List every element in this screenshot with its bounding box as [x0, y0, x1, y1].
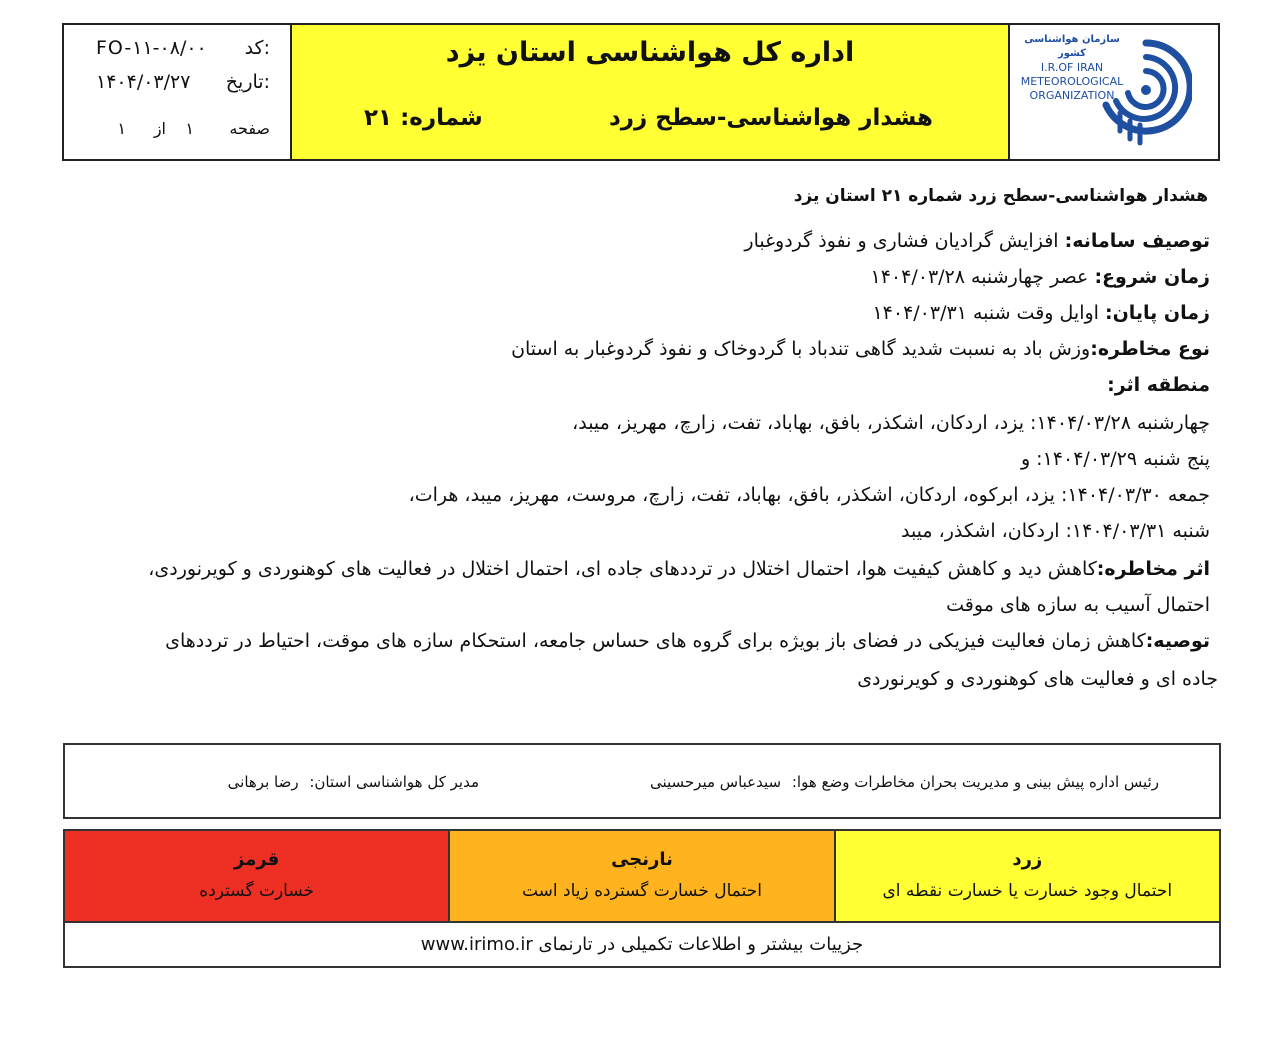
- level-name: زرد: [1012, 849, 1043, 870]
- level-name: قرمز: [234, 849, 280, 870]
- system-label: توصیف سامانه:: [1064, 230, 1210, 252]
- date-label: تاریخ:: [225, 71, 270, 93]
- affected-area: [1107, 374, 1210, 396]
- date-value: ۱۴۰۴/۰۳/۲۷: [96, 71, 191, 93]
- warning-number: شماره: ۲۱: [364, 105, 483, 131]
- level-red: [65, 831, 448, 921]
- area-line: پنج شنبه ۱۴۰۴/۰۳/۲۹: و: [1020, 448, 1210, 470]
- advice: [165, 630, 1210, 652]
- director-label: مدیر کل هواشناسی استان:: [309, 773, 479, 791]
- page-label: صفحه: [229, 119, 270, 138]
- level-description: احتمال خسارت گسترده زیاد است: [521, 881, 762, 901]
- forecast-head-name: سیدعباس میرحسینی: [649, 773, 782, 791]
- signatures-box: [63, 743, 1221, 819]
- director-name: رضا برهانی: [227, 773, 299, 791]
- page-of: از: [153, 119, 166, 138]
- warning-levels-legend: [63, 829, 1221, 968]
- end-label: زمان پایان:: [1104, 302, 1210, 324]
- page-current: ۱: [185, 119, 194, 138]
- document-meta: [64, 25, 292, 159]
- website-footer: جزییات بیشتر و اطلاعات تکمیلی در تارنمای www.irimo.ir: [420, 934, 864, 955]
- forecast-head-signature: [650, 773, 1159, 791]
- end-time: [872, 302, 1210, 324]
- level-orange: [448, 831, 833, 921]
- level-description: خسارت گسترده: [199, 881, 315, 901]
- director-signature: [228, 773, 479, 791]
- area-label: منطقه اثر:: [1107, 374, 1210, 396]
- forecast-head-label: رئیس اداره پیش بینی و مدیریت بحران مخاطرات وضع هوا:: [791, 773, 1159, 791]
- system-value: افزایش گرادیان فشاری و نفوذ گردوغبار: [744, 230, 1065, 252]
- advice-continued: جاده ای و فعالیت های کوهنوردی و کویرنوردی: [857, 668, 1218, 690]
- level-name: نارنجی: [611, 849, 673, 870]
- advice-value: کاهش زمان فعالیت فیزیکی در فضای باز بویژه برای گروه های حساس جامعه، استحکام سازه های موقت، احتیاط در ترددهای: [165, 630, 1146, 652]
- page-total: ۱: [117, 119, 126, 138]
- hazard-value: وزش باد به نسبت شدید گاهی تندباد با گردوخاک و نفوذ گردوغبار به استان: [511, 338, 1091, 360]
- logo-text-en-1: I.R.OF IRAN: [1040, 61, 1104, 74]
- hazard-effect-continued: احتمال آسیب به سازه های موقت: [946, 594, 1210, 616]
- logo-text-fa: سازمان هواشناسی کشور: [1024, 34, 1120, 59]
- area-line: شنبه ۱۴۰۴/۰۳/۳۱: اردکان، اشکذر، میبد: [900, 520, 1210, 542]
- logo-text-en-3: ORGANIZATION: [1029, 89, 1115, 102]
- level-yellow: [834, 831, 1219, 921]
- start-time: [871, 266, 1210, 288]
- header-title-area: [292, 25, 1010, 159]
- warning-title: هشدار هواشناسی-سطح زرد: [609, 105, 933, 131]
- effect-value: کاهش دید و کاهش کیفیت هوا، احتمال اختلال در ترددهای جاده ای، احتمال اختلال در فعالیت های کوهنوردی و کویرنوردی،: [148, 558, 1097, 580]
- effect-label: اثر مخاطره:: [1096, 558, 1210, 580]
- code-value: FO-۱۱-۰۸/۰۰: [96, 37, 207, 59]
- area-line: چهارشنبه ۱۴۰۴/۰۳/۲۸: یزد، اردکان، اشکذر، بافق، بهاباد، تفت، زارچ، مهریز، میبد،: [572, 412, 1210, 434]
- start-label: زمان شروع:: [1094, 266, 1210, 288]
- code-label: کد:: [244, 37, 270, 59]
- logo-area: [1010, 25, 1218, 159]
- hazard-label: نوع مخاطره:: [1090, 338, 1210, 360]
- start-value: عصر چهارشنبه ۱۴۰۴/۰۳/۲۸: [870, 266, 1095, 288]
- hazard-effect: [148, 558, 1210, 580]
- hazard-type: [511, 338, 1210, 360]
- body-subtitle: هشدار هواشناسی-سطح زرد شماره ۲۱ استان یزد: [793, 186, 1208, 206]
- document-header: [62, 23, 1220, 161]
- meteorological-organization-logo-icon: [1100, 35, 1192, 147]
- levels-row: [65, 831, 1219, 923]
- logo-text-en-2: METEOROLOGICAL: [1020, 75, 1124, 88]
- organization-title: اداره کل هواشناسی استان یزد: [445, 37, 855, 68]
- system-description: [744, 230, 1210, 252]
- level-description: احتمال وجود خسارت یا خسارت نقطه ای: [882, 881, 1173, 901]
- area-line: جمعه ۱۴۰۴/۰۳/۳۰: یزد، ابرکوه، اردکان، اشکذر، بافق، بهاباد، تفت، زارچ، مروست، مهریز، میبد، هرات،: [408, 484, 1210, 506]
- end-value: اوایل وقت شنبه ۱۴۰۴/۰۳/۳۱: [872, 302, 1105, 324]
- advice-label: توصیه:: [1145, 630, 1210, 652]
